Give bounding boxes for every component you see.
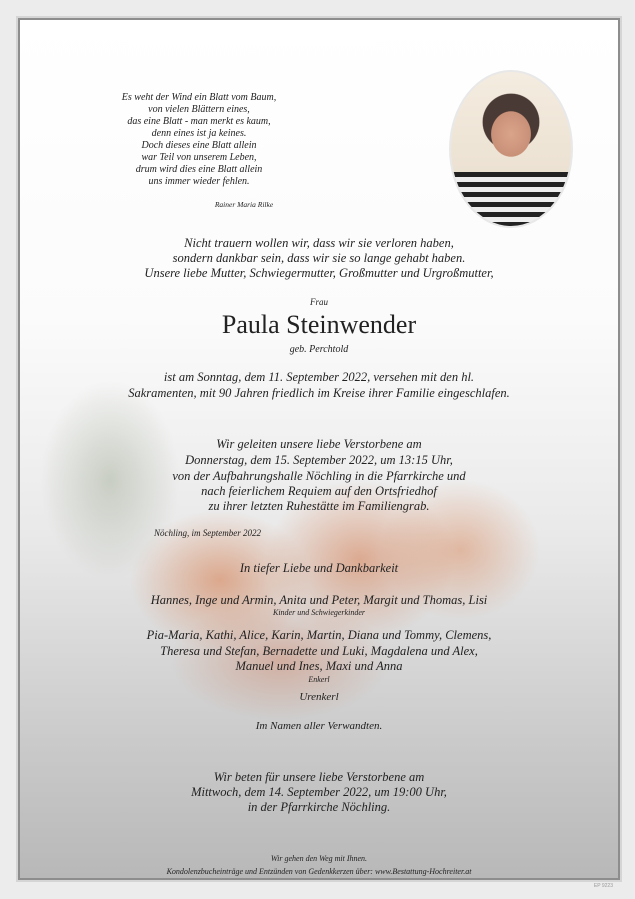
death-line: ist am Sonntag, dem 11. September 2022, versehen mit den hl.	[163, 370, 475, 384]
poem-line: drum wird dies eine Blatt allein	[135, 164, 263, 175]
poem-author: Rainer Maria Rilke	[214, 200, 274, 209]
intro-line: Unsere liebe Mutter, Schwiegermutter, Großmutter und Urgroßmutter,	[144, 266, 494, 280]
poem-line: uns immer wieder fehlen.	[148, 176, 250, 187]
death-line: Sakramenten, mit 90 Jahren friedlich im Kreise ihrer Familie eingeschlafen.	[128, 386, 510, 400]
great-grandchildren: Urenkerl	[299, 691, 339, 703]
prayer-line: in der Pfarrkirche Nöchling.	[247, 800, 391, 814]
grandchildren-line: Theresa und Stefan, Bernadette und Luki, Magdalena und Alex,	[160, 644, 478, 658]
poem-line: Es weht der Wind ein Blatt vom Baum,	[121, 92, 277, 103]
place-date: Nöchling, im September 2022	[154, 528, 261, 538]
poem-line: denn eines ist ja keines.	[151, 128, 247, 139]
funeral-line: zu ihrer letzten Ruhestätte im Familiengrab.	[208, 499, 430, 513]
poem-line: das eine Blatt - man merkt es kaum,	[127, 116, 271, 127]
love-line: In tiefer Liebe und Dankbarkeit	[239, 561, 399, 575]
funeral-line: von der Aufbahrungshalle Nöchling in die Pfarrkirche und	[172, 469, 466, 483]
children-names: Hannes, Inge und Armin, Anita und Peter, Margit und Thomas, Lisi	[150, 593, 488, 607]
grandchildren-label: Enkerl	[308, 675, 330, 684]
poem-line: Doch dieses eine Blatt allein	[141, 140, 257, 151]
document-code: EP 9223	[593, 883, 613, 889]
prayer-line: Mittwoch, dem 14. September 2022, um 19:00 Uhr,	[191, 785, 447, 799]
intro-line: Nicht trauern wollen wir, dass wir sie verloren haben,	[184, 236, 454, 250]
relatives-line: Im Namen aller Verwandten.	[255, 720, 383, 732]
prayer-line: Wir beten für unsere liebe Verstorbene am	[213, 770, 425, 784]
footer-website: Kondolenzbucheinträge und Entzünden von Gedenkkerzen über: www.Bestattung-Hochreiter.at	[166, 867, 472, 876]
children-label: Kinder und Schwiegerkinder	[273, 608, 365, 617]
salutation: Frau	[310, 297, 328, 307]
funeral-line: nach feierlichem Requiem auf den Ortsfriedhof	[201, 484, 437, 498]
deceased-name: Paula Steinwender	[221, 310, 417, 339]
intro-line: sondern dankbar sein, dass wir sie so lange gehabt haben.	[172, 251, 466, 265]
footer-line: Wir gehen den Weg mit Ihnen.	[270, 854, 368, 863]
grandchildren-line: Manuel und Ines, Maxi und Anna	[235, 659, 403, 673]
death-notice	[18, 18, 620, 880]
funeral-line: Wir geleiten unsere liebe Verstorbene am	[216, 437, 422, 451]
grandchildren-line: Pia-Maria, Kathi, Alice, Karin, Martin, Diana und Tommy, Clemens,	[146, 628, 492, 642]
funeral-line: Donnerstag, dem 15. September 2022, um 13:15 Uhr,	[185, 453, 453, 467]
poem-line: war Teil von unserem Leben,	[141, 152, 257, 163]
maiden-name: geb. Perchtold	[289, 344, 349, 355]
poem-line: von vielen Blättern eines,	[148, 104, 250, 115]
